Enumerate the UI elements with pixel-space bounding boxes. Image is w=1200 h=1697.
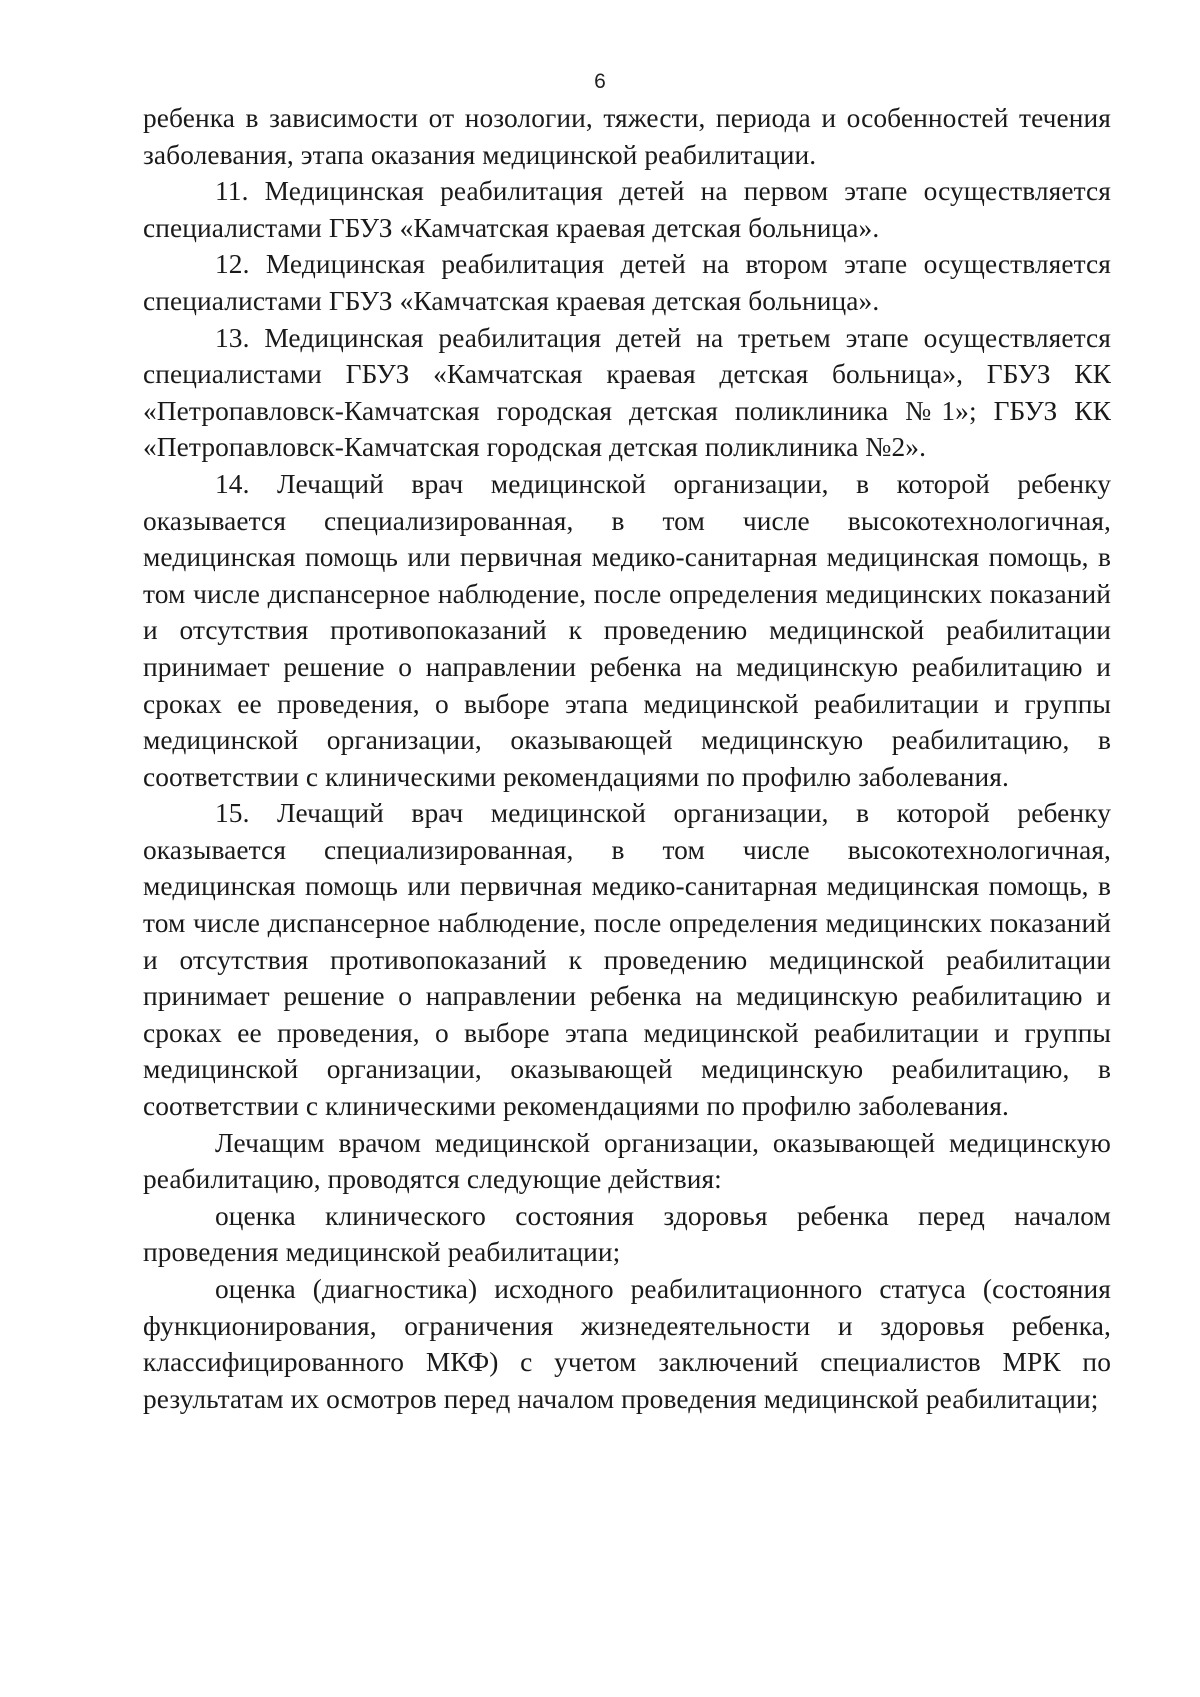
paragraph-item-14: 14. Лечащий врач медицинской организации, в которой ребенку оказывается специализированная, в том числе высокотехнологичная, медицинская помощь или первичная медико-санитарная медицинская помощь, в том числе диспансерное наблюдение, после определения медицинских показаний и отсутствия противопоказаний к проведению медицинской реабилитации принимает решение о направлении ребенка на медицинскую реабилитацию и сроках ее проведения, о выборе этапа медицинской реабилитации и группы медицинской организации, оказывающей медицинскую реабилитацию, в соответствии с клиническими рекомендациями по профилю заболевания. bbox=[143, 468, 1111, 792]
paragraph-actions-intro: Лечащим врачом медицинской организации, оказывающей медицинскую реабилитацию, проводятся следующие действия: bbox=[143, 1127, 1111, 1195]
paragraph-action-rehab-status: оценка (диагностика) исходного реабилитационного статуса (состояния функционирования, ограничения жизнедеятельности и здоровья ребенка, классифицированного МКФ) с учетом заключений специалистов МРК по результатам их осмотров перед началом проведения медицинской реабилитации; bbox=[143, 1274, 1111, 1414]
paragraph-action-clinical-assessment: оценка клинического состояния здоровья ребенка перед началом проведения медицинской реабилитации; bbox=[143, 1200, 1111, 1268]
paragraph-item-13: 13. Медицинская реабилитация детей на третьем этапе осуществляется специалистами ГБУЗ «Камчатская краевая детская больница», ГБУЗ КК «Петропавловск-Камчатская городская детская поликлиника №1»; ГБУЗ КК «Петропавловск-Камчатская городская детская поликлиника №2». bbox=[143, 322, 1111, 463]
paragraph-continuation: ребенка в зависимости от нозологии, тяжести, периода и особенностей течения заболевания, этапа оказания медицинской реабилитации. bbox=[143, 103, 1111, 170]
paragraph-item-12: 12. Медицинская реабилитация детей на втором этапе осуществляется специалистами ГБУЗ «Камчатская краевая детская больница». bbox=[143, 249, 1111, 316]
paragraph-item-15: 15. Лечащий врач медицинской организации, в которой ребенку оказывается специализированная, в том числе высокотехнологичная, медицинская помощь или первичная медико-санитарная медицинская помощь, в том числе диспансерное наблюдение, после определения медицинских показаний и отсутствия противопоказаний к проведению медицинской реабилитации принимает решение о направлении ребенка на медицинскую реабилитацию и сроках ее проведения, о выборе этапа медицинской реабилитации и группы медицинской организации, оказывающей медицинскую реабилитацию, в соответствии с клиническими рекомендациями по профилю заболевания. bbox=[143, 798, 1111, 1122]
page-number: 6 bbox=[594, 70, 606, 93]
document-body bbox=[143, 100, 1111, 1417]
paragraph-item-11: 11. Медицинская реабилитация детей на первом этапе осуществляется специалистами ГБУЗ «Камчатская краевая детская больница». bbox=[143, 176, 1111, 243]
